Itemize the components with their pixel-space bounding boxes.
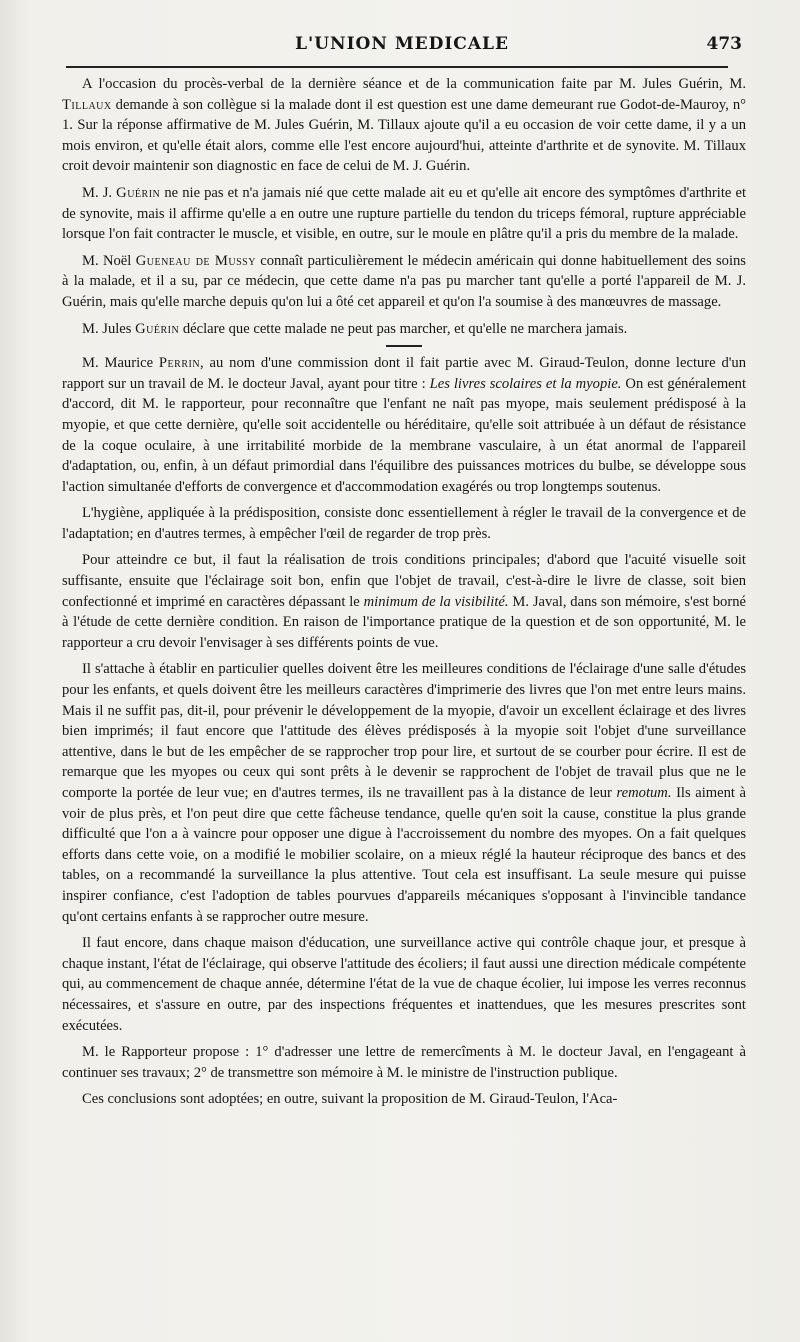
paragraph-eclairage: Il s'attache à établir en particulier quelles doivent être les meilleures conditions de l'éclairage d'une salle d'études pour les enfants, et quels doivent être les meilleurs caractères d'imprimerie des livres que l'on met entre leurs mains. Mais il ne suffit pas, dit-il, pour prévenir le développement de la myopie, d'avoir un excellent éclairage et des livres bien imprimés; il faut encore que l'attitude des élèves prédisposés à la myopie soit l'objet d'une surveillance attentive, dans le but de les empêcher de se rapprocher trop pour lire, et surtout de se courber pour écrire. Il est de remarque que les myopes ou ceux qui sont prêts à le devenir se rapprochent de l'objet de travail plus que ne le comporte la portée de leur vue; en d'autres termes, ils ne travaillent pas à la distance de leur remotum. Ils aiment à voir de plus près, et l'on peut dire que cette fâcheuse tendance, quelle qu'en soit la cause, constitue la plus grande difficulté que l'on a à vaincre pour opposer une digue à l'accroissement du nombre des myopes. On a fait quelques efforts dans cette voie, on a modifié le mobilier scolaire, on a mieux réglé la hauteur réciproque des bancs et des tables, on a recommandé la surveillance la plus attentive. Tout cela est insuffisant. La seule mesure qui puisse inspirer confiance, c'est l'adoption de tables pourvues d'appareils mécaniques s'opposant à l'invincible tandance qu'ont certains enfants à se rapprocher outre mesure. [62,661,746,925]
article-body [62,74,746,1116]
paragraph-conditions: Pour atteindre ce but, il faut la réalisation de trois conditions principales; d'abord que l'acuité visuelle soit suffisante, ensuite que l'éclairage soit bon, enfin que l'objet de travail, c'est-à-dire le livre de classe, soit bien confectionné et imprimé en caractères dépassant le minimum de la visibilité. M. Javal, dans son mémoire, s'est borné à l'étude de cette dernière condition. En raison de l'importance pratique de la question et de son opportunité, M. le rapporteur a cru devoir l'envisager à ses différents points de vue. [62,552,746,651]
paragraph-hygiene: L'hygiène, appliquée à la prédisposition, consiste donc essentiellement à régler le travail de la convergence et de l'adaptation; en d'autres termes, à empêcher l'œil de regarder de trop près. [62,505,746,542]
paragraph-guerin-reply: M. J. Guérin ne nie pas et n'a jamais nié que cette malade ait eu et qu'elle ait encore des symptômes d'arthrite et de synovite, mais il affirme qu'elle a en outre une rupture partielle du tendon du triceps fémoral, rupture appréciable lorsque l'on fait contracter le muscle, et visible, en outre, sur le moule en plâtre qu'il a pris du membre de la malade. [62,184,747,243]
section-separator [386,345,422,347]
paragraph-proposal: M. le Rapporteur propose : 1° d'adresser une lettre de remercîments à M. le docteur Javal, en l'engageant à continuer ses travaux; 2° de transmettre son mémoire à M. le ministre de l'instruction publique. [62,1044,746,1081]
paragraph-perrin-report: M. Maurice Perrin, au nom d'une commission dont il fait partie avec M. Giraud-Teulon, donne lecture d'un rapport sur un travail de M. le docteur Javal, ayant pour titre : Les livres scolaires et la myopie. On est généralement d'accord, dit M. le rapporteur, pour reconnaître que l'enfant ne naît pas myope, mais seulement prédisposé à la myopie, et que cette dernière, qu'elle soit accidentelle ou héréditaire, qu'elle soit attribuée à un défaut de résistance de la coque oculaire, à une irritabilité morbide de la membrane vasculaire, à un état anormal de l'appareil d'adaptation, ou, enfin, à un défaut primordial dans l'équilibre des puissances motrices du bulbe, se développe sous l'action simultanée d'efforts de convergence et d'accommodation exagérés ou trop longtemps soutenus. [62,355,746,495]
paragraph-surveillance: Il faut encore, dans chaque maison d'éducation, une surveillance active qui contrôle chaque jour, et presque à chaque instant, l'état de l'éclairage, qui observe l'attitude des écoliers; il faut aussi une direction médicale compétente qui, au commencement de chaque année, détermine l'état de la vue de chaque écolier, lui impose les verres reconnus nécessaires, et s'assure en outre, par des inspections fréquentes et inattendues, que les mesures prescrites sont exécutées. [62,935,746,1034]
running-title: L'UNION MEDICALE [295,34,509,54]
paragraph-gueneau: M. Noël Gueneau de Mussy connaît particulièrement le médecin américain qui donne habituellement des soins à la malade, et il a su, par ce médecin, que cette dame n'a pas pu marcher tant qu'elle a porté l'appareil de M. J. Guérin, mais qu'elle marche depuis qu'on lui a ôté cet appareil et qu'on l'a soumise à des manœuvres de massage. [62,252,746,310]
paragraph-guerin-declaration: M. Jules Guérin déclare que cette malade ne peut pas marcher, et qu'elle ne marchera jamais. [82,320,628,337]
running-head [62,34,742,58]
paragraph-conclusions: Ces conclusions sont adoptées; en outre, suivant la proposition de M. Giraud-Teulon, l'Aca- [82,1091,618,1108]
header-rule [66,66,728,68]
page-number: 473 [706,34,742,54]
paragraph-tillaux: A l'occasion du procès-verbal de la dernière séance et de la communication faite par M. Jules Guérin, M. Tillaux demande à son collègue si la malade dont il est question est une dame demeurant rue Godot-de-Mauroy, n° 1. Sur la réponse affirmative de M. Jules Guérin, M. Tillaux ajoute qu'il a eu occasion de voir cette dame, il y a un mois environ, et qu'elle était alors, comme elle l'est encore aujourd'hui, atteinte d'arthrite et de synovite. M. Tillaux croit devoir maintenir son diagnostic en face de celui de M. J. Guérin. [62,76,746,175]
